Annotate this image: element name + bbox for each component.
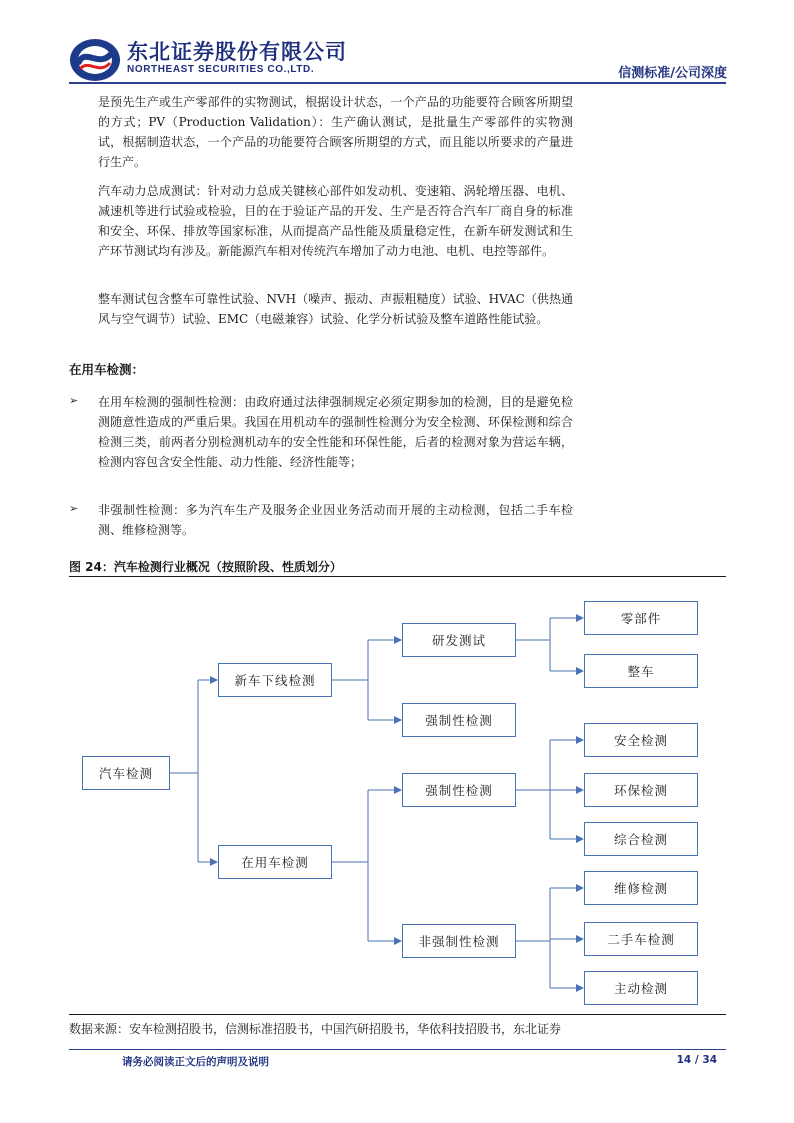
section-title: 在用车检测： <box>69 362 145 377</box>
paragraph-pv: 是预先生产或生产零部件的实物测试，根据设计状态，一个产品的功能要符合顾客所期望的方式；PV（Production Validation）：生产确认测试，是批量生产零部件的实物测试，根据制造状态，一个产品的功能要符合顾客所期望的方式，而且能以所要求的产量进行生产。 <box>98 95 573 169</box>
company-name-en: NORTHEAST SECURITIES CO.,LTD. <box>127 64 315 75</box>
bullet-arrow-icon: ➢ <box>69 394 79 407</box>
page-number: 14 / 34 <box>676 1054 717 1066</box>
node-rd-test: 研发测试 <box>402 623 516 657</box>
disclaimer-note: 请务必阅读正文后的声明及说明 <box>122 1056 269 1068</box>
node-mandatory-new: 强制性检测 <box>402 703 516 737</box>
node-whole-vehicle: 整车 <box>584 654 698 688</box>
node-parts: 零部件 <box>584 601 698 635</box>
node-new-car-offline: 新车下线检测 <box>218 663 332 697</box>
bullet-non-mandatory: 非强制性检测：多为汽车生产及服务企业因业务活动而开展的主动检测，包括二手车检测、维修检测等。 <box>98 503 573 537</box>
node-active-test: 主动检测 <box>584 971 698 1005</box>
node-safety-test: 安全检测 <box>584 723 698 757</box>
figure-bottom-rule <box>69 1014 726 1015</box>
node-environment-test: 环保检测 <box>584 773 698 807</box>
node-second-hand-test: 二手车检测 <box>584 922 698 956</box>
figure-title-rule <box>69 576 726 577</box>
company-logo <box>69 38 121 82</box>
node-repair-test: 维修检测 <box>584 871 698 905</box>
data-source: 数据来源：安车检测招股书，信测标准招股书，中国汽研招股书，华依科技招股书，东北证券 <box>69 1022 562 1036</box>
paragraph-powertrain: 汽车动力总成测试：针对动力总成关键核心部件如发动机、变速箱、涡轮增压器、电机、减速机等进行试验或检验，目的在于验证产品的开发、生产是否符合汽车厂商自身的标准和安全、环保、排放等国家标准，从而提高产品性能及质量稳定性，在新车研发测试和生产环节测试均有涉及。新能源汽车相对传统汽车增加了动力电池、电机、电控等部件。 <box>98 184 573 258</box>
report-tag: 信测标准/公司深度 <box>618 66 727 81</box>
header-divider <box>69 82 726 84</box>
bullet-mandatory: 在用车检测的强制性检测：由政府通过法律强制规定必须定期参加的检测，目的是避免检测随意性造成的严重后果。我国在用机动车的强制性检测分为安全检测、环保检测和综合检测三类，前两者分别检测机动车的安全性能和环保性能，后者的检测对象为营运车辆，检测内容包含安全性能、动力性能、经济性能等； <box>98 395 573 469</box>
paragraph-vehicle-test: 整车测试包含整车可靠性试验、NVH（噪声、振动、声振粗糙度）试验、HVAC（供热通风与空气调节）试验、EMC（电磁兼容）试验、化学分析试验及整车道路性能试验。 <box>98 292 573 326</box>
figure-title: 图 24：汽车检测行业概况（按照阶段、性质划分） <box>69 560 342 574</box>
company-name-cn: 东北证券股份有限公司 <box>127 40 347 64</box>
footer-divider <box>69 1049 726 1050</box>
node-in-use-vehicle: 在用车检测 <box>218 845 332 879</box>
node-non-mandatory: 非强制性检测 <box>402 924 516 958</box>
node-comprehensive-test: 综合检测 <box>584 822 698 856</box>
node-mandatory-used: 强制性检测 <box>402 773 516 807</box>
bullet-arrow-icon: ➢ <box>69 502 79 515</box>
node-vehicle-testing: 汽车检测 <box>82 756 170 790</box>
